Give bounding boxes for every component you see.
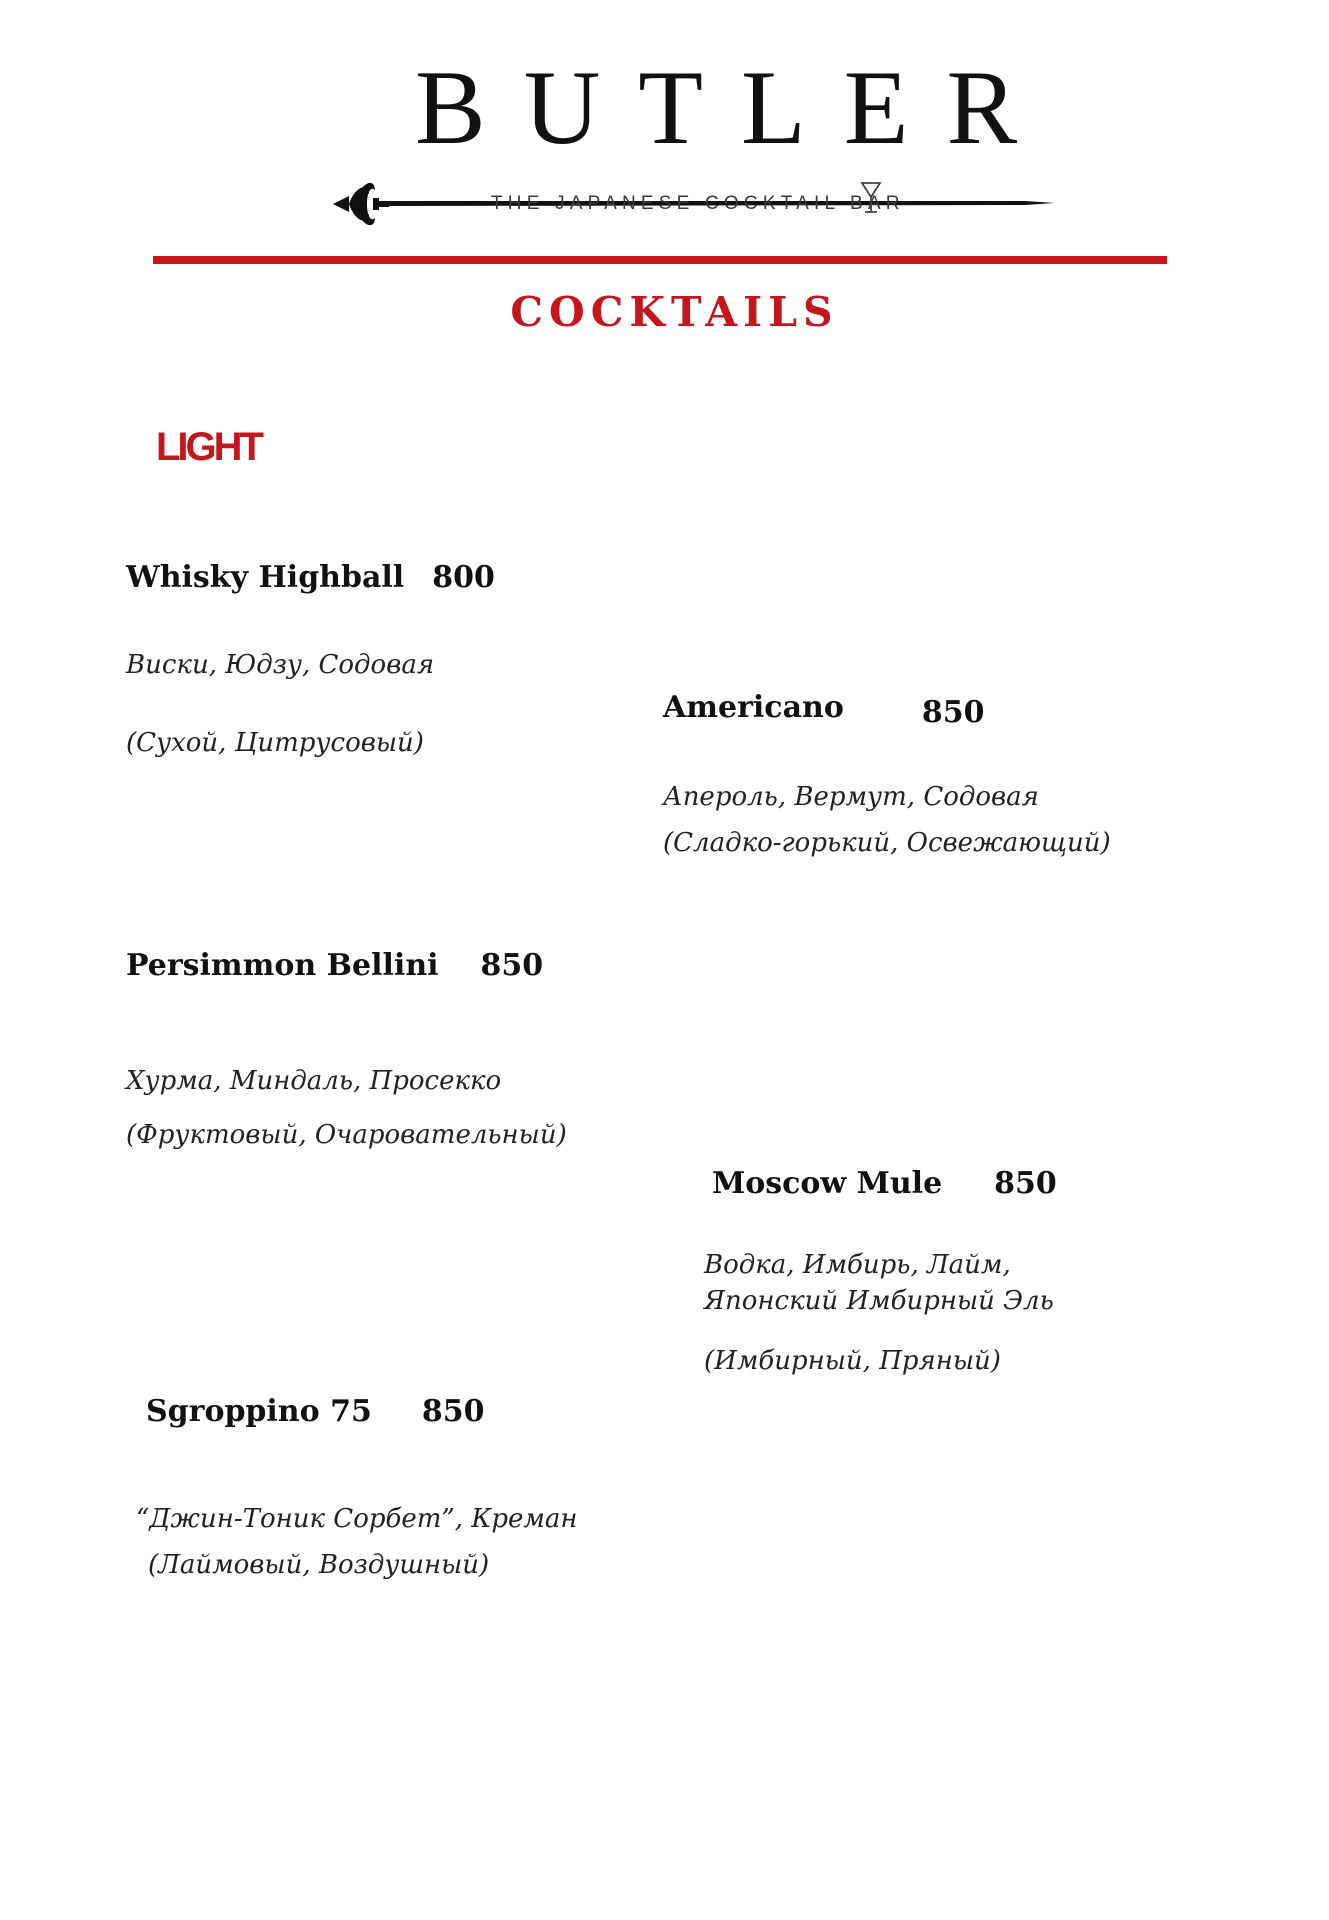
item-name: Persimmon Bellini bbox=[126, 948, 439, 983]
menu-item-americano bbox=[663, 690, 1111, 858]
menu-item-moscow-mule bbox=[704, 1166, 1057, 1376]
logo-wordmark: BUTLER bbox=[415, 49, 1056, 166]
section-title-light: LIGHT bbox=[156, 425, 261, 469]
item-price: 850 bbox=[421, 1394, 485, 1429]
item-price: 850 bbox=[921, 695, 985, 730]
page-title: COCKTAILS bbox=[510, 288, 839, 336]
cocktail-glass-icon bbox=[860, 181, 882, 215]
butler-logo bbox=[325, 45, 1055, 225]
item-price: 800 bbox=[432, 560, 495, 595]
item-ingredients: Виски, Юдзу, Содовая bbox=[126, 650, 435, 680]
item-ingredients: Водка, Имбирь, Лайм, bbox=[704, 1250, 1011, 1280]
menu-item-sgroppino-75 bbox=[136, 1394, 578, 1580]
item-notes: (Фруктовый, Очаровательный) bbox=[126, 1120, 567, 1150]
item-ingredients: “Джин-Тоник Сорбет”, Креман bbox=[136, 1504, 578, 1534]
item-price: 850 bbox=[994, 1166, 1057, 1201]
item-price: 850 bbox=[480, 948, 544, 983]
item-notes: (Лаймовый, Воздушный) bbox=[148, 1550, 490, 1580]
menu-item-persimmon-bellini bbox=[126, 948, 567, 1150]
item-ingredients: Апероль, Вермут, Содовая bbox=[663, 782, 1039, 812]
item-ingredients: Хурма, Миндаль, Просекко bbox=[126, 1066, 502, 1096]
item-ingredients-line2: Японский Имбирный Эль bbox=[704, 1286, 1054, 1316]
item-notes: (Сладко-горький, Освежающий) bbox=[663, 828, 1111, 858]
item-name: Moscow Mule bbox=[712, 1166, 943, 1201]
menu-item-whisky-highball bbox=[126, 560, 495, 758]
logo-tagline: THE JAPANESE COCKTAIL BAR bbox=[491, 193, 905, 214]
item-name: Sgroppino 75 bbox=[146, 1394, 372, 1429]
item-name: Whisky Highball bbox=[126, 560, 405, 595]
header-divider bbox=[153, 256, 1167, 264]
item-name: Americano bbox=[663, 690, 844, 725]
item-notes: (Сухой, Цитрусовый) bbox=[126, 728, 424, 758]
item-notes: (Имбирный, Пряный) bbox=[704, 1346, 1001, 1376]
